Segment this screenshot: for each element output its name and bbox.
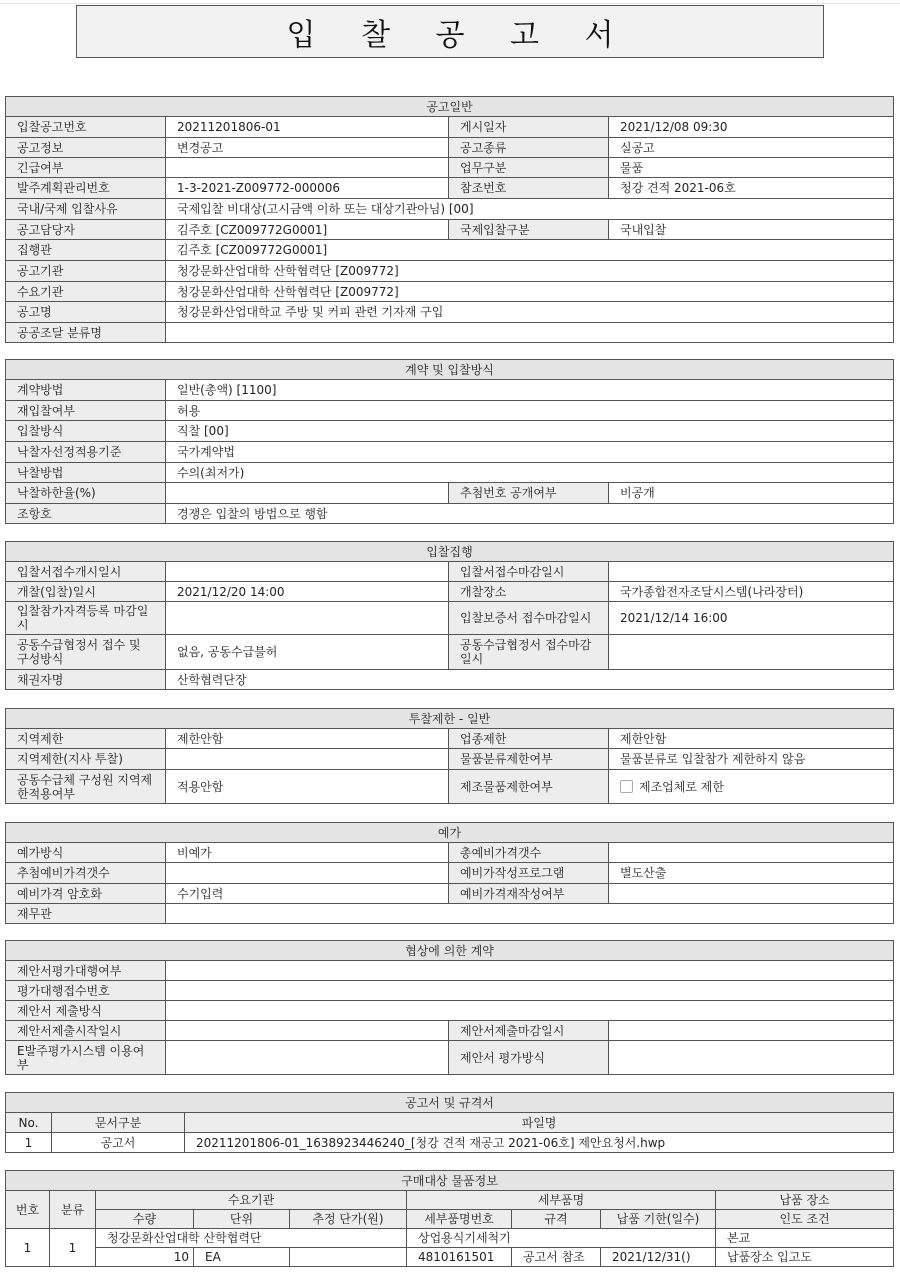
field-label: 수요기관 (6, 282, 166, 302)
field-label: 긴급여부 (6, 158, 166, 178)
item-due: 2021/12/31() (601, 1248, 716, 1267)
section-title-negotiation: 협상에 의한 계약 (6, 941, 894, 961)
negotiation-table (5, 940, 894, 1075)
top-border-line (0, 3, 900, 4)
section-title-execution: 입찰집행 (6, 542, 894, 562)
lower-rate-value (166, 483, 449, 504)
demand-agency-value: 청강문화산업대학 산학협력단 [Z009772] (166, 282, 894, 302)
joint-region-value: 적용안함 (166, 770, 449, 804)
field-label: 낙찰자선정적용기준 (6, 442, 166, 463)
item-class: 1 (50, 1229, 96, 1267)
documents-table (5, 1092, 894, 1153)
business-type-value: 물품 (609, 158, 894, 178)
field-label: 예비가작성프로그램 (449, 863, 609, 884)
field-label: 참조번호 (449, 178, 609, 199)
plan-number-value: 1-3-2021-Z009772-000006 (166, 178, 449, 199)
item-no: 1 (6, 1229, 50, 1267)
program-value: 별도산출 (609, 863, 894, 884)
doc-file-link[interactable]: 20211201806-01_1638923446240_[청강 견적 재공고 2021-06호] 제안요청서.hwp (185, 1133, 894, 1153)
encrypt-value: 수기입력 (166, 884, 449, 904)
column-header-qty: 수량 (96, 1210, 194, 1229)
section-title-contract: 계약 및 입찰방식 (6, 360, 894, 380)
field-label: 입찰방식 (6, 421, 166, 442)
field-label: 집행관 (6, 240, 166, 261)
finance-value (166, 904, 894, 924)
field-label: 개찰(입찰)일시 (6, 582, 166, 602)
urgent-value (166, 158, 449, 178)
maker-checkbox-label: 제조업체로 제한 (639, 779, 724, 794)
doc-no: 1 (6, 1133, 52, 1153)
item-demand-agency: 청강문화산업대학 산학협력단 (96, 1229, 407, 1248)
contract-table (5, 359, 894, 524)
section-title-estimate: 예가 (6, 823, 894, 843)
draw-open-value: 비공개 (609, 483, 894, 504)
field-label: 예비가격 암호화 (6, 884, 166, 904)
field-label: 공동수급협정서 접수마감일시 (449, 635, 609, 670)
column-header-due: 납품 기한(일수) (601, 1210, 716, 1229)
industry-value: 제한안함 (609, 729, 894, 749)
submit-method-value (166, 1001, 894, 1021)
column-header-delivery: 납품 장소 (716, 1191, 894, 1210)
field-label: 제안서 제출방식 (6, 1001, 166, 1021)
product-class-value: 물품분류로 입찰참가 제한하지 않음 (609, 749, 894, 770)
field-label: 재무관 (6, 904, 166, 924)
total-count-value (609, 843, 894, 863)
column-header-detail-no: 세부품명번호 (407, 1210, 512, 1229)
general-table (5, 96, 894, 343)
field-label: 공공조달 분류명 (6, 323, 166, 343)
field-label: 개찰장소 (449, 582, 609, 602)
field-label: 재입찰여부 (6, 401, 166, 421)
maker-restriction-cell (609, 770, 894, 804)
field-label: 예비가격재작성여부 (449, 884, 609, 904)
field-label: 공동수급협정서 접수 및 구성방식 (6, 635, 166, 670)
field-label: 지역제한(지사 투찰) (6, 749, 166, 770)
submit-start-value (166, 1021, 449, 1041)
field-label: 낙찰방법 (6, 463, 166, 483)
table-row (6, 1248, 894, 1267)
field-label: 제안서제출시작일시 (6, 1021, 166, 1041)
field-label: 공고담당자 (6, 220, 166, 240)
column-header-unit: 단위 (194, 1210, 290, 1229)
guarantee-deadline-value: 2021/12/14 16:00 (609, 602, 894, 635)
item-spec: 공고서 참조 (512, 1248, 601, 1267)
submit-end-value (609, 1021, 894, 1041)
field-label: 채권자명 (6, 670, 166, 690)
officer-value: 김주호 [CZ009772G0001] (166, 220, 449, 240)
eval-method-value (609, 1041, 894, 1075)
estimate-table (5, 822, 894, 924)
rewrite-value (609, 884, 894, 904)
branch-value (166, 749, 449, 770)
open-place-value: 국가종합전자조달시스템(나라장터) (609, 582, 894, 602)
table-row (6, 1133, 894, 1153)
region-value: 제한안함 (166, 729, 449, 749)
field-label: 평가대행접수번호 (6, 981, 166, 1001)
field-label: E발주평가시스템 이용여부 (6, 1041, 166, 1075)
field-label: 지역제한 (6, 729, 166, 749)
section-title-restriction: 투찰제한 - 일반 (6, 709, 894, 729)
item-delivery-place: 본교 (716, 1229, 894, 1248)
doc-type: 공고서 (52, 1133, 185, 1153)
section-title-general: 공고일반 (6, 97, 894, 117)
draw-count-value (166, 863, 449, 884)
column-header-terms: 인도 조건 (716, 1210, 894, 1229)
award-method-value: 수의(최저가) (166, 463, 894, 483)
field-label: 조항호 (6, 504, 166, 524)
field-label: 추첨번호 공개여부 (449, 483, 609, 504)
item-unit: EA (194, 1248, 290, 1267)
field-label: 입찰공고번호 (6, 117, 166, 138)
restriction-table (5, 708, 894, 804)
field-label: 예가방식 (6, 843, 166, 863)
column-header-no: No. (6, 1113, 52, 1133)
field-label: 제안서제출마감일시 (449, 1021, 609, 1041)
bid-method-value: 직찰 [00] (166, 421, 894, 442)
field-label: 입찰보증서 접수마감일시 (449, 602, 609, 635)
items-table (5, 1170, 894, 1267)
receive-end-value (609, 562, 894, 582)
reference-number-value: 청강 견적 2021-06호 (609, 178, 894, 199)
field-label: 계약방법 (6, 380, 166, 401)
column-header-detail: 세부품명 (407, 1191, 716, 1210)
executor-value: 김주호 [CZ009772G0001] (166, 240, 894, 261)
field-label: 게시일자 (449, 117, 609, 138)
bid-number-value: 20211201806-01 (166, 117, 449, 138)
agency-value: 청강문화산업대학 산학협력단 [Z009772] (166, 261, 894, 282)
item-terms: 납품장소 입고도 (716, 1248, 894, 1267)
estimate-method-value: 비예가 (166, 843, 449, 863)
field-label: 제안서 평가방식 (449, 1041, 609, 1075)
page-title: 입 찰 공 고 서 (286, 17, 632, 53)
field-label: 입찰참가자격등록 마감일시 (6, 602, 166, 635)
registration-deadline-value (166, 602, 449, 635)
item-qty: 10 (96, 1248, 194, 1267)
field-label: 발주계획관리번호 (6, 178, 166, 199)
column-header-class: 분류 (50, 1191, 96, 1229)
field-label: 낙찰하한율(%) (6, 483, 166, 504)
award-standard-value: 국가계약법 (166, 442, 894, 463)
joint-method-value: 없음, 공동수급불허 (166, 635, 449, 670)
page-title-box (76, 5, 824, 58)
notice-info-value: 변경공고 (166, 138, 449, 158)
intl-type-value: 국내입찰 (609, 220, 894, 240)
proxy-value (166, 961, 894, 981)
field-label: 제안서평가대행여부 (6, 961, 166, 981)
item-detail-name: 상업용식기세척기 (407, 1229, 716, 1248)
field-label: 공고기관 (6, 261, 166, 282)
section-title-items: 구매대상 물품정보 (6, 1171, 894, 1191)
execution-table (5, 541, 894, 690)
notice-type-value: 실공고 (609, 138, 894, 158)
field-label: 업종제한 (449, 729, 609, 749)
joint-deadline-value (609, 635, 894, 670)
item-price (290, 1248, 407, 1267)
contract-method-value: 일반(총액) [1100] (166, 380, 894, 401)
field-label: 업무구분 (449, 158, 609, 178)
receive-start-value (166, 562, 449, 582)
field-label: 공고정보 (6, 138, 166, 158)
rebid-value: 허용 (166, 401, 894, 421)
field-label: 공동수급체 구성원 지역제한적용여부 (6, 770, 166, 804)
field-label: 공고종류 (449, 138, 609, 158)
field-label: 물품분류제한여부 (449, 749, 609, 770)
column-header-doc-type: 문서구분 (52, 1113, 185, 1133)
field-label: 공고명 (6, 302, 166, 323)
field-label: 추첨예비가격갯수 (6, 863, 166, 884)
column-header-no: 번호 (6, 1191, 50, 1229)
field-label: 국내/국제 입찰사유 (6, 199, 166, 220)
clause-value: 경쟁은 입찰의 방법으로 행함 (166, 504, 894, 524)
category-value (166, 323, 894, 343)
column-header-demand: 수요기관 (96, 1191, 407, 1210)
field-label: 입찰서접수마감일시 (449, 562, 609, 582)
table-row (6, 1229, 894, 1248)
post-date-value: 2021/12/08 09:30 (609, 117, 894, 138)
proxy-number-value (166, 981, 894, 1001)
item-detail-number: 4810161501 (407, 1248, 512, 1267)
notice-name-value: 청강문화산업대학교 주방 및 커피 관련 기자재 구입 (166, 302, 894, 323)
creditor-value: 산학협력단장 (166, 670, 894, 690)
field-label: 제조물품제한여부 (449, 770, 609, 804)
maker-checkbox[interactable] (620, 780, 633, 793)
section-title-documents: 공고서 및 규격서 (6, 1093, 894, 1113)
open-date-value: 2021/12/20 14:00 (166, 582, 449, 602)
column-header-file-name: 파일명 (185, 1113, 894, 1133)
intl-reason-value: 국제입찰 비대상(고시금액 이하 또는 대상기관아님) [00] (166, 199, 894, 220)
e-system-value (166, 1041, 449, 1075)
column-header-price: 추정 단가(원) (290, 1210, 407, 1229)
column-header-spec: 규격 (512, 1210, 601, 1229)
field-label: 총예비가격갯수 (449, 843, 609, 863)
field-label: 입찰서접수개시일시 (6, 562, 166, 582)
field-label: 국제입찰구분 (449, 220, 609, 240)
